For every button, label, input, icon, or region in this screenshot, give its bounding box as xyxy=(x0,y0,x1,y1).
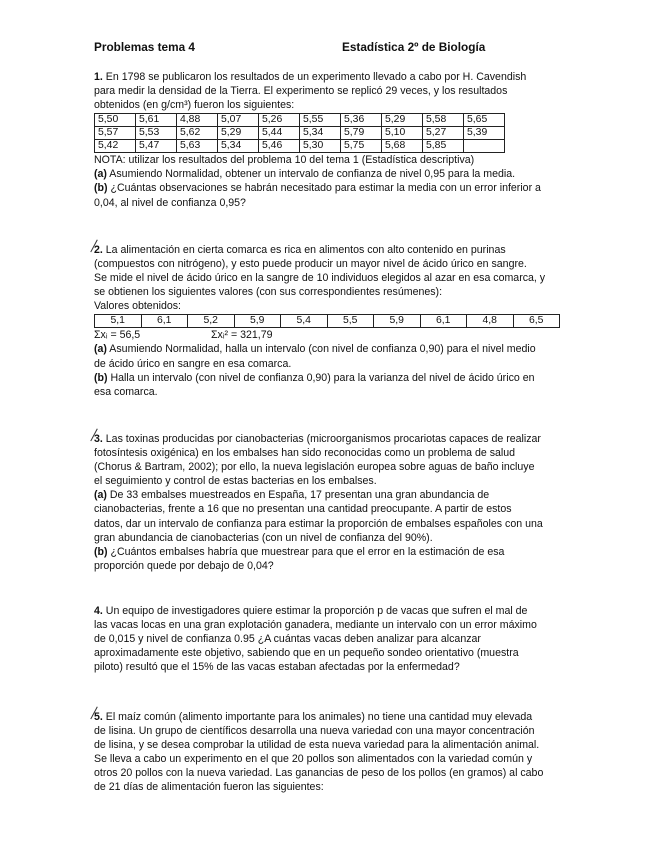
table-cell: 5,79 xyxy=(341,127,382,140)
problem-5-text: El maíz común (alimento importante para los animales) no tiene una cantidad muy elevada xyxy=(102,711,533,723)
table-cell: 5,10 xyxy=(382,127,423,140)
problem-1-text: En 1798 se publicaron los resultados de un experimento llevado a cabo por H. Cavendish xyxy=(105,71,527,83)
problem-3-line: cianobacterias, frente a 16 que no presentan una cantidad preocupante. A partir de estos xyxy=(94,503,512,516)
table-cell: 6,1 xyxy=(420,315,467,328)
problem-3-line xyxy=(94,432,562,446)
table-cell: 5,36 xyxy=(341,114,382,127)
table-cell: 5,5 xyxy=(327,315,374,328)
table-cell: 5,9 xyxy=(234,315,281,328)
problem-2-line: (compuestos con nitrógeno), y esto puede producir un mayor nivel de ácido úrico en sangre. xyxy=(94,258,527,271)
table-cell: 5,68 xyxy=(382,140,423,153)
table-cell xyxy=(464,140,505,153)
problem-5 xyxy=(94,710,562,795)
table-cell: 5,44 xyxy=(259,127,300,140)
problem-4 xyxy=(94,604,562,674)
table-cell: 5,07 xyxy=(218,114,259,127)
problem-1-line: 0,04, al nivel de confianza 0,95? xyxy=(94,196,246,209)
problem-1-line: para medir la densidad de la Tierra. El experimento se replicó 29 veces, y los resultados xyxy=(94,85,508,98)
problem-5-line: de 21 días de alimentación fueron las siguientes: xyxy=(94,781,324,794)
table-cell: 5,75 xyxy=(341,140,382,153)
table-cell: 6,5 xyxy=(513,315,560,328)
table-row xyxy=(95,140,505,153)
problem-number: 4. xyxy=(94,605,103,617)
table-row xyxy=(95,315,560,328)
part-label: (a) xyxy=(94,168,107,181)
page-header xyxy=(94,40,564,54)
problem-2-line: esa comarca. xyxy=(94,385,158,398)
problem-1-line: obtenidos (en g/cm³) fueron los siguientes: xyxy=(94,99,295,112)
problem-3-line: (Chorus & Bartram, 2002); por ello, la nueva legislación europea sobre aguas de baño incluye xyxy=(94,461,535,474)
problem-4-line xyxy=(94,604,562,618)
sum-x-squared: Σxᵢ² = 321,79 xyxy=(211,329,273,342)
table-cell: 5,29 xyxy=(218,127,259,140)
problem-3-line: datos, dar un intervalo de confianza para estimar la proporción de embalses españoles con una xyxy=(94,517,543,530)
problem-5-line: de lisina, y se desea comprobar la utilidad de esta nueva variedad para la alimentación animal. xyxy=(94,739,540,752)
table-cell: 5,58 xyxy=(423,114,464,127)
table-cell: 5,9 xyxy=(374,315,421,328)
problem-2-line xyxy=(94,243,562,257)
part-text: ¿Cuántas observaciones se habrán necesitado para estimar la media con un error inferior a xyxy=(107,182,541,195)
problem-number: 1. xyxy=(94,71,103,83)
table-cell: 5,2 xyxy=(188,315,235,328)
problem-2-line: de ácido úrico en sangre en esa comarca. xyxy=(94,357,292,370)
problem-3-part-b xyxy=(94,545,562,559)
problem-5-line xyxy=(94,710,562,724)
header-subject: Estadística 2º de Biología xyxy=(342,40,486,54)
problem-4-text: Un equipo de investigadores quiere estimar la proporción p de vacas que sufren el mal de xyxy=(102,605,528,617)
problem-2 xyxy=(94,243,562,399)
problem-2-line: Se mide el nivel de ácido úrico en la sangre de 10 individuos elegidos al azar en esa comarca, y xyxy=(94,272,546,285)
problem-5-line: Se lleva a cabo un experimento en el que 20 pollos son alimentados con la variedad común y xyxy=(94,753,533,766)
table-cell: 4,8 xyxy=(467,315,514,328)
table-cell: 5,39 xyxy=(464,127,505,140)
part-text: Asumiendo Normalidad, obtener un intervalo de confianza de nivel 0,95 para la media. xyxy=(106,168,516,181)
table-cell: 5,63 xyxy=(177,140,218,153)
part-label: (b) xyxy=(94,182,108,195)
problem-number: 3. xyxy=(94,433,103,445)
problem-1-line xyxy=(94,70,562,84)
table-cell: 5,4 xyxy=(281,315,328,328)
problem-3-part-a xyxy=(94,488,562,502)
part-label: (a) xyxy=(94,343,107,356)
problem-number: 2. xyxy=(94,244,103,256)
part-label: (a) xyxy=(94,489,107,502)
problem-5-line: otros 20 pollos con la nueva variedad. Las ganancias de peso de los pollos (en gramos) al cabo xyxy=(94,767,544,780)
sum-x: Σxᵢ = 56,5 xyxy=(94,329,141,342)
table-cell: 5,34 xyxy=(218,140,259,153)
problem-2-part-b xyxy=(94,371,562,385)
table-cell: 4,88 xyxy=(177,114,218,127)
table-cell: 5,55 xyxy=(300,114,341,127)
problem-5-line: de lisina. Un grupo de científicos desarrolla una nueva variedad con una mayor concentración xyxy=(94,725,535,738)
problem-3-line: proporción quede por debajo de 0,04? xyxy=(94,559,274,572)
part-label: (b) xyxy=(94,545,108,558)
summary-values xyxy=(94,328,562,342)
table-cell: 5,46 xyxy=(259,140,300,153)
part-text: Asumiendo Normalidad, halla un intervalo (con nivel de confianza 0,90) para el nivel medio xyxy=(106,343,536,356)
table-cell: 5,53 xyxy=(136,127,177,140)
density-table xyxy=(94,113,505,153)
part-text: Halla un intervalo (con nivel de confianza 0,90) para la varianza del nivel de ácido úrico en xyxy=(107,371,535,384)
table-cell: 5,27 xyxy=(423,127,464,140)
table-cell: 5,26 xyxy=(259,114,300,127)
table-cell: 5,85 xyxy=(423,140,464,153)
table-cell: 5,1 xyxy=(95,315,142,328)
problem-4-line: de 0,015 y nivel de confianza 0.95 ¿A cuántas vacas deben analizar para alcanzar xyxy=(94,633,481,646)
problem-3 xyxy=(94,432,562,573)
table-row xyxy=(95,127,505,140)
problem-2-text: La alimentación en cierta comarca es rica en alimentos con alto contenido en purinas xyxy=(102,244,506,256)
header-title: Problemas tema 4 xyxy=(94,40,195,54)
problem-4-line: las vacas locas en una gran explotación ganadera, mediante un intervalo con un error máximo xyxy=(94,619,537,632)
problem-2-part-a xyxy=(94,342,562,356)
problem-4-line: piloto) resultó que el 15% de las vacas estaban afectadas por la enfermedad? xyxy=(94,661,460,674)
values-label: Valores obtenidos: xyxy=(94,300,181,313)
table-cell: 5,61 xyxy=(136,114,177,127)
table-cell: 5,42 xyxy=(95,140,136,153)
problem-3-line: fotosíntesis oxigénica) en los embalses han sido reconocidas como un problema de salud xyxy=(94,447,516,460)
problem-1 xyxy=(94,70,562,210)
problem-1-part-b xyxy=(94,181,562,195)
problem-4-line: aproximadamente este objetivo, sabiendo que en un pequeño sondeo orientativo (muestra xyxy=(94,647,519,660)
table-cell: 5,30 xyxy=(300,140,341,153)
problem-3-line: el seguimiento y control de estas bacterias en los embalses. xyxy=(94,475,377,488)
table-cell: 5,47 xyxy=(136,140,177,153)
part-label: (b) xyxy=(94,371,108,384)
table-cell: 5,29 xyxy=(382,114,423,127)
table-cell: 5,65 xyxy=(464,114,505,127)
table-cell: 5,57 xyxy=(95,127,136,140)
problem-2-line: se obtienen los siguientes valores (con sus correspondientes resúmenes): xyxy=(94,286,443,299)
table-row xyxy=(95,114,505,127)
uric-acid-table xyxy=(94,314,560,328)
problem-number: 5. xyxy=(94,711,103,723)
table-cell: 5,34 xyxy=(300,127,341,140)
problem-1-part-a xyxy=(94,167,562,181)
part-text: De 33 embalses muestreados en España, 17 presentan una gran abundancia de xyxy=(106,489,490,502)
table-cell: 6,1 xyxy=(141,315,188,328)
problem-3-text: Las toxinas producidas por cianobacterias (microorganismos procariotas capaces de realizar xyxy=(102,433,541,445)
part-text: ¿Cuántos embalses habría que muestrear para que el error en la estimación de esa xyxy=(107,545,505,558)
problem-1-note: NOTA: utilizar los resultados del problema 10 del tema 1 (Estadística descriptiva) xyxy=(94,154,475,167)
table-cell: 5,50 xyxy=(95,114,136,127)
table-cell: 5,62 xyxy=(177,127,218,140)
problem-3-line: gran abundancia de cianobacterias (con un nivel de confianza del 90%). xyxy=(94,531,433,544)
